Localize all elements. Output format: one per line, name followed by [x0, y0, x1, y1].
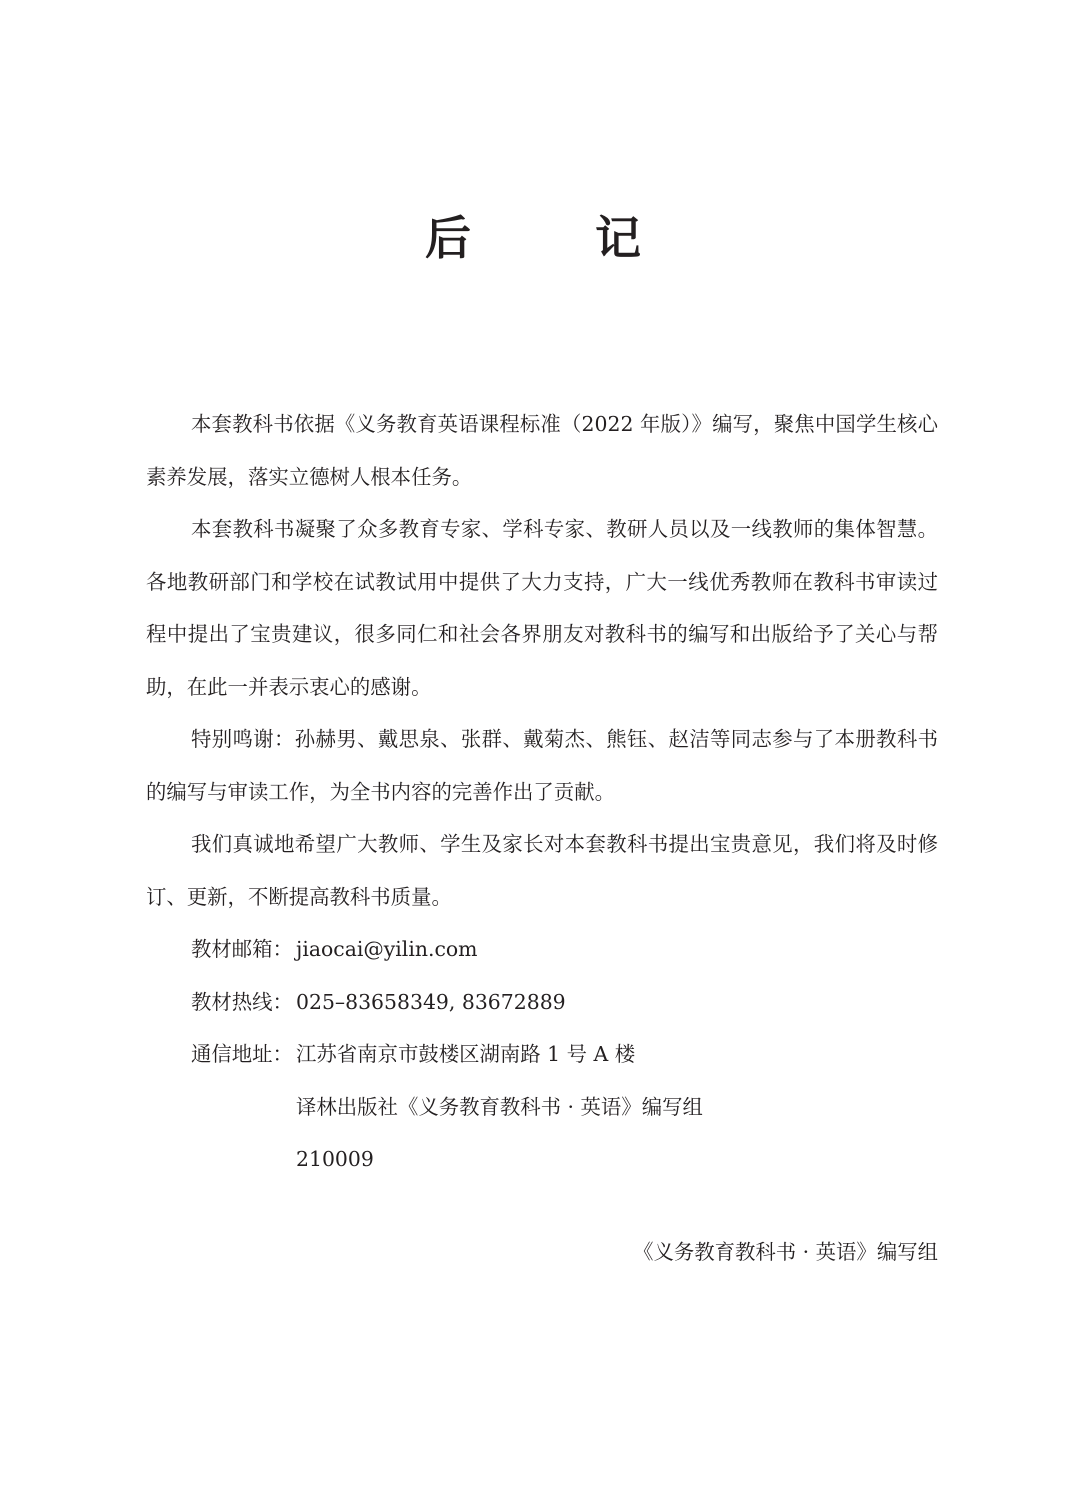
paragraph-special-thanks: 特别鸣谢：孙赫男、戴思泉、张群、戴菊杰、熊钰、赵洁等同志参与了本册教科书的编写与审读工作，为全书内容的完善作出了贡献。	[146, 727, 938, 804]
email-label: 教材邮箱：	[191, 937, 293, 961]
address-line-1: 江苏省南京市鼓楼区湖南路 1 号 A 楼	[296, 1042, 636, 1066]
postcode: 210009	[296, 1147, 374, 1171]
hotline-row	[146, 976, 938, 1029]
paragraph-acknowledgement: 本套教科书凝聚了众多教育专家、学科专家、教研人员以及一线教师的集体智慧。各地教研部门和学校在试教试用中提供了大力支持，广大一线优秀教师在教科书审读过程中提出了宝贵建议，很多同仁和社会各界朋友对教科书的编写和出版给予了关心与帮助，在此一并表示衷心的感谢。	[146, 517, 938, 699]
paragraph-feedback: 我们真诚地希望广大教师、学生及家长对本套教科书提出宝贵意见，我们将及时修订、更新，不断提高教科书质量。	[146, 832, 938, 909]
signature: 《义务教育教科书 · 英语》编写组	[633, 1240, 938, 1264]
hotline-numbers: 025–83658349, 83672889	[296, 989, 566, 1014]
hotline-label: 教材热线：	[191, 989, 293, 1014]
afterword-body	[146, 398, 938, 1186]
email-row	[146, 923, 938, 976]
address-label: 通信地址：	[191, 1042, 293, 1066]
paragraph-curriculum: 本套教科书依据《义务教育英语课程标准（2022 年版）》编写，聚焦中国学生核心素养发展，落实立德树人根本任务。	[146, 412, 938, 489]
address-row	[146, 1028, 938, 1081]
email-address: jiaocai@yilin.com	[296, 937, 478, 961]
address-line-2: 译林出版社《义务教育教科书 · 英语》编写组	[296, 1094, 703, 1119]
page-title: 后 记	[424, 211, 695, 265]
